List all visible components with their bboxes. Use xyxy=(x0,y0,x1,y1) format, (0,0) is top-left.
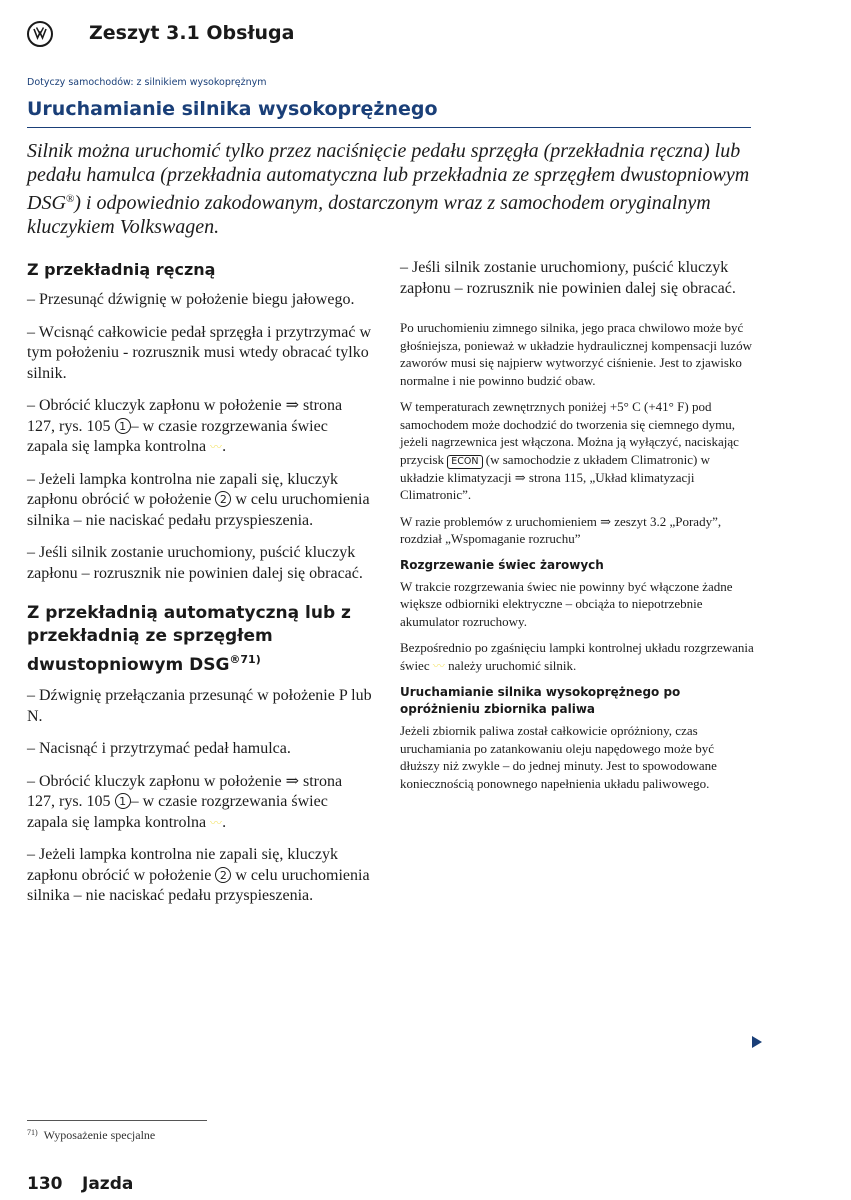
footnote-mark: 71) xyxy=(27,1128,38,1137)
registered-mark: ® xyxy=(65,193,75,205)
continue-arrow-icon xyxy=(752,1036,762,1048)
position-2-marker: 2 xyxy=(215,867,231,883)
manual-step-3 xyxy=(27,396,372,458)
step-text: – Obrócić kluczyk zapłonu w położenie xyxy=(27,772,282,790)
manual-step-2: – Wcisnąć całkowicie pedał sprzęgła i przytrzymać w tym położeniu - rozrusznik musi wtedy obracać tylko silnik. xyxy=(27,323,371,382)
para-text: (w samochodzie z układem Climatronic) w układzie klimatyzacji ⇒ strona 115, „Układ klimatyzacji Climatronic”. xyxy=(400,451,710,502)
auto-step-1: – Dźwignię przełączania przesunąć w położenie P lub N. xyxy=(27,687,372,725)
step-text: – w czasie rozgrzewania świec zapala się lampka kontrolna xyxy=(27,793,328,831)
empty-tank-heading: Uruchamianie silnika wysokoprężnego po opróżnieniu zbiornika paliwa xyxy=(400,685,681,716)
intro-paragraph xyxy=(27,139,757,239)
footnote-text: Wyposażenie specjalne xyxy=(43,1128,156,1142)
para-text: Bezpośrednio po zgaśnięciu lampki kontrolnej układu rozgrzewania świec xyxy=(400,640,754,673)
step-text: – w czasie rozgrzewania świec zapala się lampka kontrolna xyxy=(27,417,328,455)
manual-step-1: – Przesunąć dźwignię w położenie biegu jałowego. xyxy=(27,291,355,308)
step-text: – Obrócić kluczyk zapłonu w położenie xyxy=(27,397,282,414)
glow-plug-lamp-icon: 〰 xyxy=(432,658,445,673)
step-text: – Jeżeli lampka kontrolna nie zapali się, kluczyk zapłonu obrócić w położenie xyxy=(27,470,338,508)
step-text: w celu uruchomienia silnika – nie naciskać pedału przyspieszenia. xyxy=(27,491,370,529)
section-header: Zeszyt 3.1 Obsługa xyxy=(89,22,295,44)
page-reference-link[interactable]: ⇒ strona 127, rys. 105 xyxy=(27,397,343,435)
step-text: – Jeżeli lampka kontrolna nie zapali się, kluczyk zapłonu obrócić w położenie xyxy=(27,846,338,884)
para-text: W temperaturach zewnętrznych poniżej +5° C (+41° F) pod samochodem może dochodzić do tworzenia się ciemnego dymu, jeżeli nagrzewnica jest włączona. Można ją wyłączyć, naciskając przycisk xyxy=(400,399,739,467)
manual-step-4 xyxy=(27,470,372,532)
position-2-marker: 2 xyxy=(215,491,231,507)
intro-text-1: Silnik można uruchomić tylko przez naciśnięcie pedału sprzęgła (przekładnia ręczna) lub pedału hamulca (przekładnia automatyczna lub przekładnia ze sprzęgłem dwustopniowym DSG xyxy=(27,140,750,214)
footnote-ref: ®71) xyxy=(229,653,261,666)
footer-section: Jazda xyxy=(82,1174,134,1194)
auto-step-2: – Nacisnąć i przytrzymać pedał hamulca. xyxy=(27,740,291,757)
manual-step-5: – Jeśli silnik zostanie uruchomiony, puścić kluczyk zapłonu – rozrusznik nie powinien dalej się obracać. xyxy=(27,544,363,582)
cold-start-paragraph: Po uruchomieniu zimnego silnika, jego praca chwilowo może być głośniejsza, ponieważ w układzie hydraulicznej kompensacji luzów zaworów musi się najpierw wytworzyć ciśnienie. Jest to zjawisko normalne i nie powinno budzić obaw. xyxy=(400,320,752,388)
right-column xyxy=(400,258,755,801)
footnote xyxy=(27,1128,155,1143)
smoke-paragraph xyxy=(400,398,755,504)
step-text: . xyxy=(222,438,227,455)
glow-plug-heading: Rozgrzewanie świec żarowych xyxy=(400,557,604,572)
applies-to-note: Dotyczy samochodów: z silnikiem wysokoprężnym xyxy=(27,77,267,88)
left-column xyxy=(27,258,372,919)
auto-heading xyxy=(27,602,372,677)
page-reference-link[interactable]: ⇒ strona 127, rys. 105 xyxy=(27,772,343,810)
auto-step-4 xyxy=(27,845,372,907)
para-text: należy uruchomić silnik. xyxy=(448,657,577,673)
position-1-marker: 1 xyxy=(115,793,131,809)
vw-logo-icon xyxy=(27,21,53,47)
position-1-marker: 1 xyxy=(115,418,131,434)
page-title: Uruchamianie silnika wysokoprężnego xyxy=(27,98,438,120)
page-number: 130 xyxy=(27,1174,63,1194)
problems-paragraph: W razie problemów z uruchomieniem ⇒ zeszyt 3.2 „Porady”, rozdział „Wspomaganie rozruchu” xyxy=(400,513,722,546)
auto-step-3 xyxy=(27,772,372,834)
glow-plug-paragraph: W trakcie rozgrzewania świec nie powinny być włączone żadne większe odbiorniki elektryczne – obciąża to niepotrzebnie akumulator rozruchowy. xyxy=(400,578,733,629)
after-lamp-paragraph xyxy=(400,639,755,675)
auto-heading-text: Z przekładnią automatyczną lub z przekładnią ze sprzęgłem dwustopniowym DSG xyxy=(27,603,351,675)
empty-tank-paragraph: Jeżeli zbiornik paliwa został całkowicie opróżniony, czas uruchamiania po zatankowaniu oleju napędowego może być dłuższy niż zwykle – do jednej minuty. Jest to spowodowane koniecznością ponownego napełnienia układu paliwowego. xyxy=(400,723,717,791)
footnote-divider xyxy=(27,1120,207,1121)
glow-plug-lamp-icon: 〰 xyxy=(210,815,223,830)
manual-heading: Z przekładnią ręczną xyxy=(27,260,216,279)
econ-button-key: ECON xyxy=(447,455,482,469)
glow-plug-lamp-icon: 〰 xyxy=(210,440,223,454)
step-text: w celu uruchomienia silnika – nie naciskać pedału przyspieszenia. xyxy=(27,866,370,904)
right-step-5: – Jeśli silnik zostanie uruchomiony, puścić kluczyk zapłonu – rozrusznik nie powinien dalej się obracać. xyxy=(400,259,736,297)
step-text: . xyxy=(222,813,227,831)
intro-text-2: ) i odpowiednio zakodowanym, dostarczonym wraz z samochodem oryginalnym kluczykiem Volkswagen. xyxy=(27,192,711,238)
title-divider xyxy=(27,127,751,128)
